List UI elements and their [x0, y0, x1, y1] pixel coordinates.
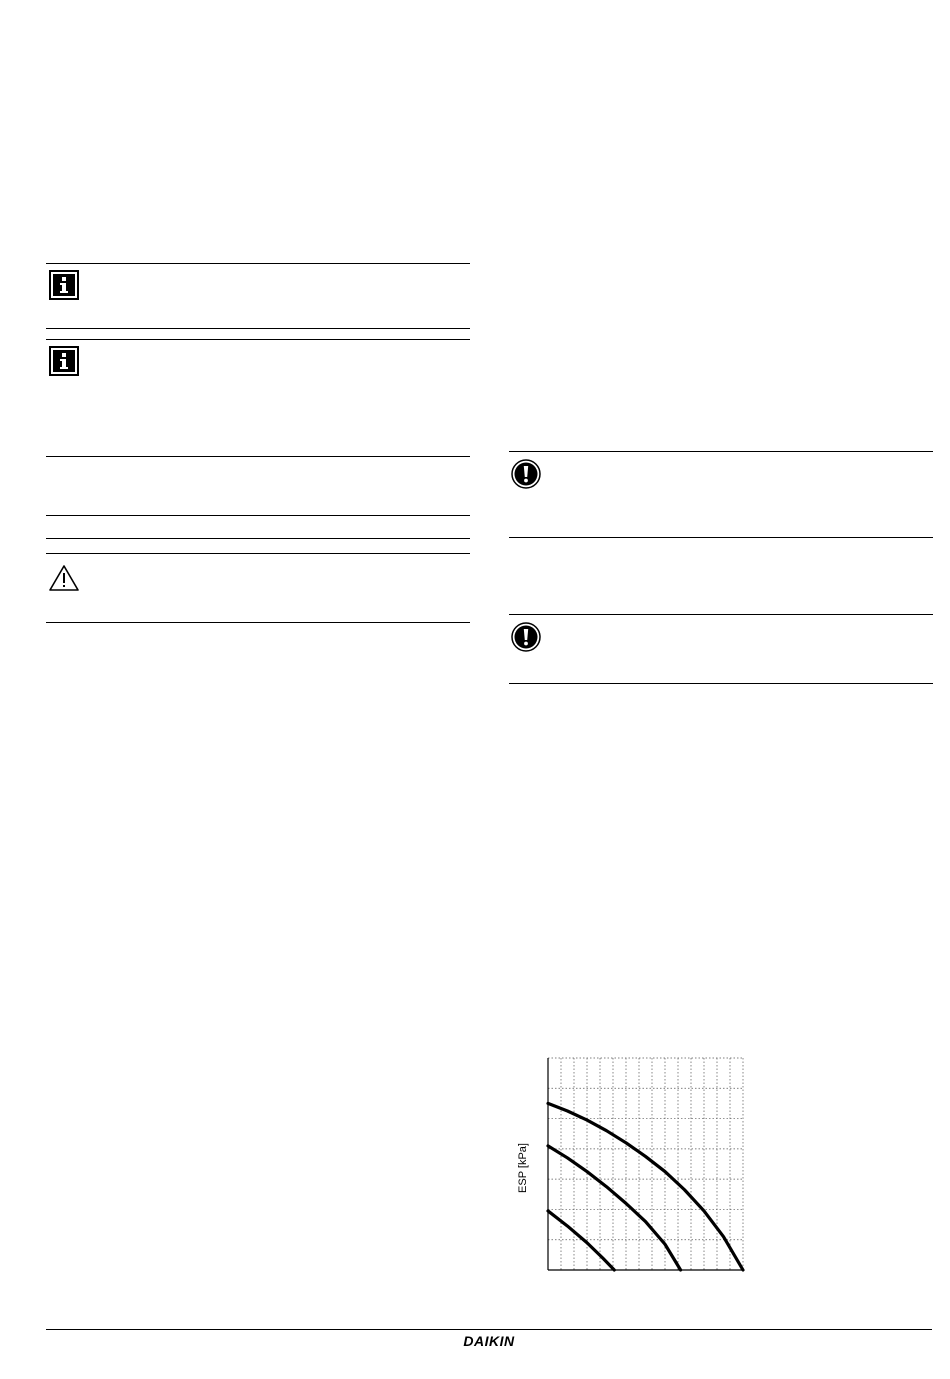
warning-triangle-icon	[48, 564, 80, 592]
esp-curve-2	[548, 1146, 681, 1270]
daikin-logo: DAIKIN	[463, 1333, 515, 1349]
footer-rule	[46, 1329, 932, 1330]
info-icon	[49, 270, 79, 300]
notice-rule	[46, 263, 470, 264]
notice-rule	[46, 538, 470, 539]
notice-rule	[509, 614, 933, 615]
esp-curve-1	[548, 1103, 743, 1270]
notice-rule	[509, 683, 933, 684]
notice-rule	[509, 451, 933, 452]
notice-rule	[46, 456, 470, 457]
esp-curve-3	[548, 1211, 614, 1270]
exclamation-circle-icon	[511, 622, 541, 652]
notice-rule	[46, 553, 470, 554]
notice-rule	[46, 515, 470, 516]
notice-rule	[46, 328, 470, 329]
info-icon	[49, 346, 79, 376]
exclamation-circle-icon	[511, 459, 541, 489]
notice-rule	[509, 537, 933, 538]
chart-series	[548, 1103, 743, 1270]
esp-chart	[505, 1050, 750, 1280]
y-axis-label: ESP [kPa]	[517, 1143, 529, 1193]
notice-rule	[46, 339, 470, 340]
notice-rule	[46, 622, 470, 623]
